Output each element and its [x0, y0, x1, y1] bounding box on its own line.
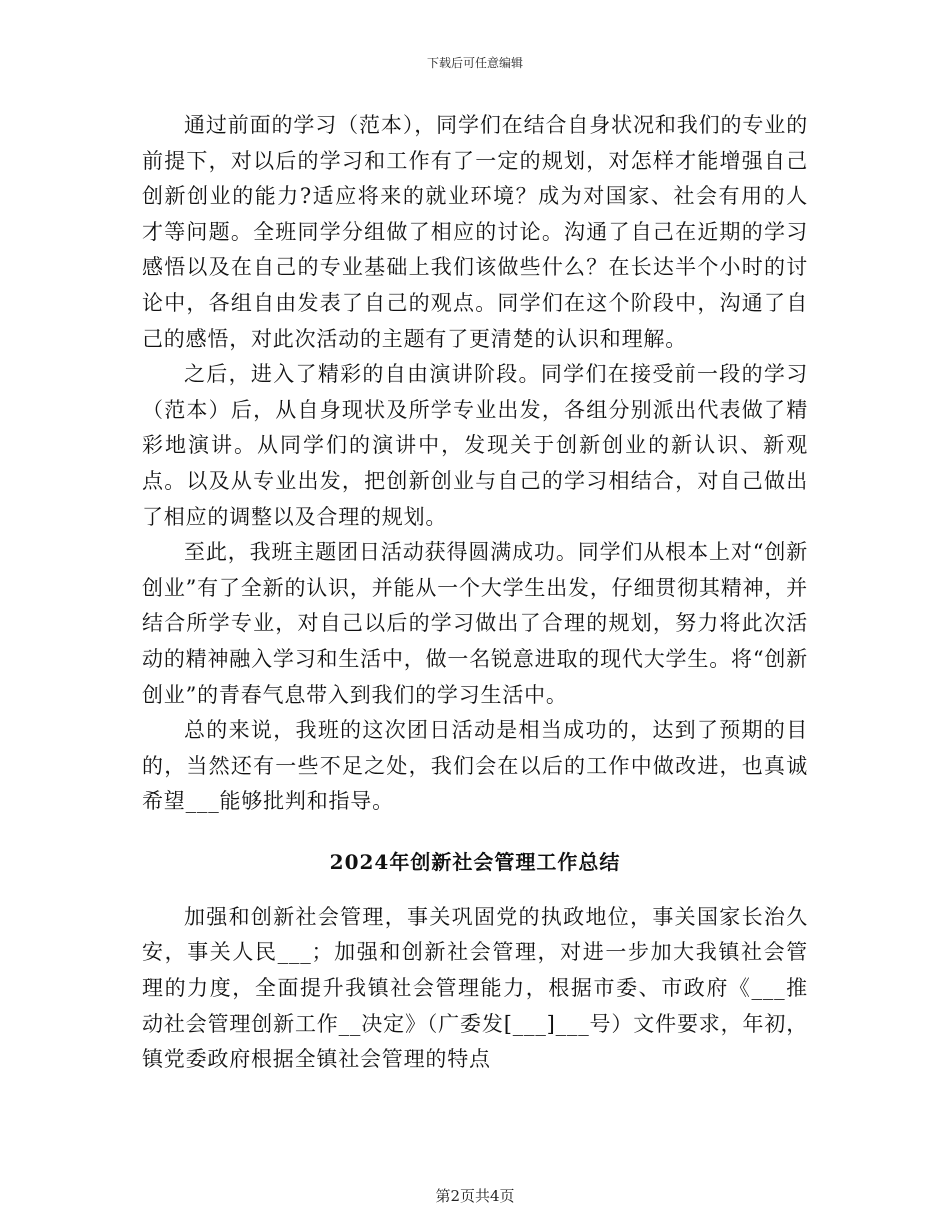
- body-paragraph: 加强和创新社会管理，事关巩固党的执政地位，事关国家长治久安，事关人民___；加强和创新社会管理，对进一步加大我镇社会管理的力度，全面提升我镇社会管理能力，根据市委、市政府《___推动社会管理创新工作__决定》（广委发[___]___号）文件要求，年初，镇党委政府根据全镇社会管理的特点: [142, 904, 808, 1072]
- body-paragraph: 之后，进入了精彩的自由演讲阶段。同学们在接受前一段的学习（范本）后，从自身现状及所学专业出发，各组分别派出代表做了精彩地演讲。从同学们的演讲中，发现关于创新创业的新认识、新观点。以及从专业出发，把创新创业与自己的学习相结合，对自己做出了相应的调整以及合理的规划。: [142, 362, 808, 529]
- section-title: 2024年创新社会管理工作总结: [329, 849, 621, 874]
- document-body: [142, 108, 808, 1078]
- page-number: 第2页共4页: [435, 1187, 515, 1205]
- body-paragraph: 至此，我班主题团日活动获得圆满成功。同学们从根本上对“创新创业”有了全新的认识，并能从一个大学生出发，仔细贯彻其精神，并结合所学专业，对自己以后的学习做出了合理的规划，努力将此次活动的精神融入学习和生活中，做一名锐意进取的现代大学生。将“创新创业”的青春气息带入到我们的学习生活中。: [142, 540, 808, 707]
- page-header-note: 下载后可任意编辑: [426, 56, 523, 70]
- body-paragraph: 通过前面的学习（范本），同学们在结合自身状况和我们的专业的前提下，对以后的学习和工作有了一定的规划，对怎样才能增强自己创新创业的能力?适应将来的就业环境？成为对国家、社会有用的人才等问题。全班同学分组做了相应的讨论。沟通了自己在近期的学习感悟以及在自己的专业基础上我们该做些什么？在长达半个小时的讨论中，各组自由发表了自己的观点。同学们在这个阶段中，沟通了自己的感悟，对此次活动的主题有了更清楚的认识和理解。: [142, 113, 808, 351]
- body-paragraph: 总的来说，我班的这次团日活动是相当成功的，达到了预期的目的，当然还有一些不足之处，我们会在以后的工作中做改进，也真诚希望___能够批判和指导。: [142, 718, 808, 814]
